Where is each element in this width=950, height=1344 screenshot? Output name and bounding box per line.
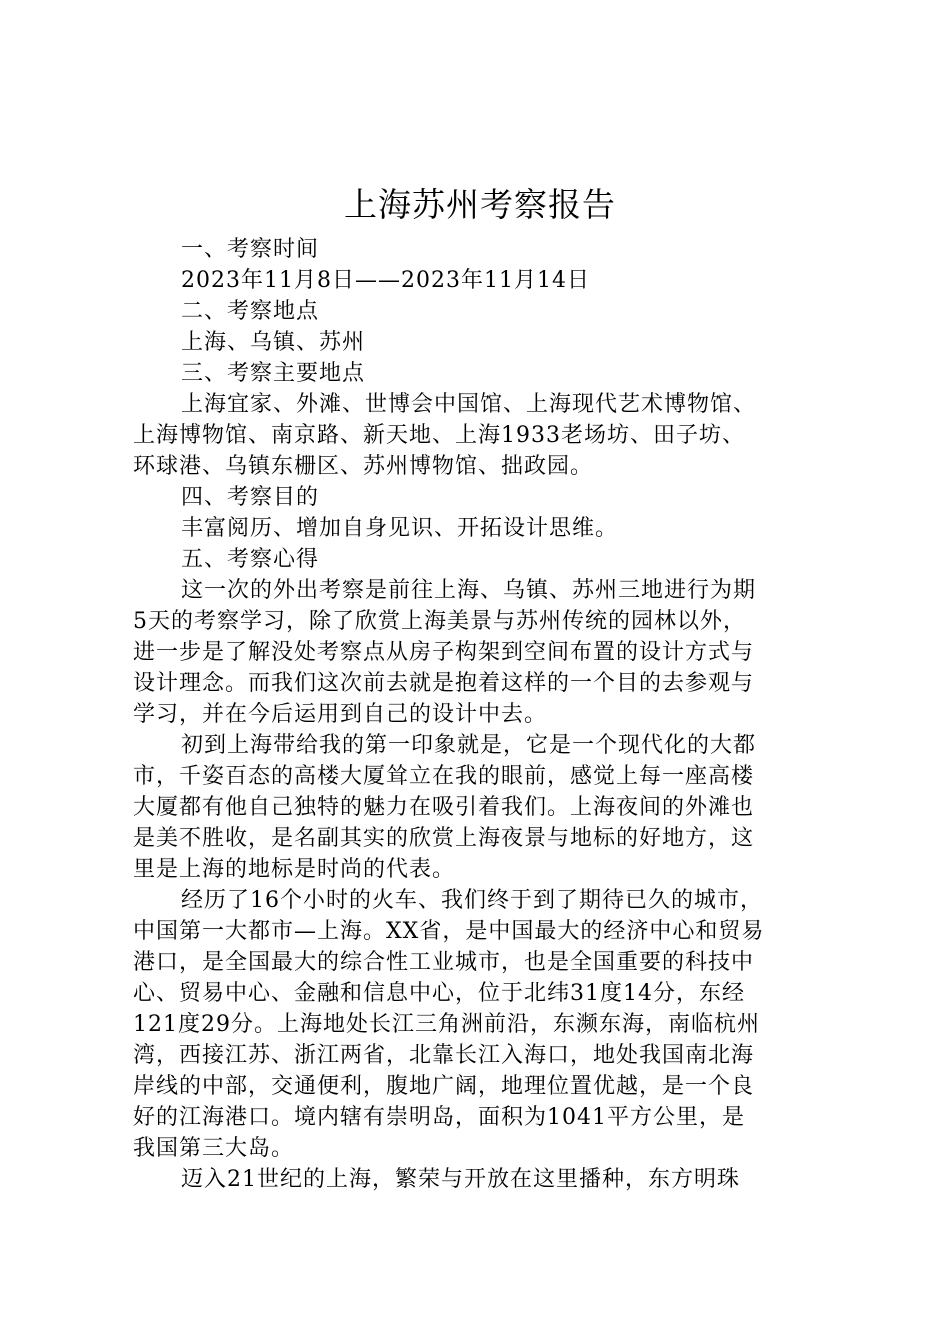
- text-line: 好的江海港口。境内辖有崇明岛，面积为1041平方公里，是: [133, 1105, 745, 1130]
- text-line: 初到上海带给我的第一印象就是，它是一个现代化的大都: [181, 733, 757, 758]
- text-line: 大厦都有他自己独特的魅力在吸引着我们。上海夜间的外滩也: [133, 795, 755, 820]
- text-line: 四、考察目的: [181, 485, 320, 510]
- text-line: 经历了16个小时的火车、我们终于到了期待已久的城市，: [181, 888, 763, 913]
- text-line: 三、考察主要地点: [181, 361, 366, 386]
- text-line: 这一次的外出考察是前往上海、乌镇、苏州三地进行为期: [181, 578, 757, 603]
- text-line: 丰富阅历、增加自身见识、开拓设计思维。: [181, 516, 619, 541]
- text-line: 121度29分。上海地处长江三角洲前沿，东濒东海，南临杭州: [133, 1012, 760, 1037]
- text-line: 是美不胜收，是名副其实的欣赏上海夜景与地标的好地方，这: [133, 826, 755, 851]
- text-line: 2023年11月8日——2023年11月14日: [181, 268, 590, 293]
- text-line: 上海博物馆、南京路、新天地、上海1933老场坊、田子坊、: [133, 423, 745, 448]
- text-line: 5天的考察学习，除了欣赏上海美景与苏州传统的园林以外，: [133, 609, 746, 634]
- text-line: 岸线的中部，交通便利，腹地广阔，地理位置优越，是一个良: [133, 1074, 755, 1099]
- text-line: 设计理念。而我们这次前去就是抱着这样的一个目的去参观与: [133, 671, 755, 696]
- text-line: 五、考察心得: [181, 547, 320, 572]
- text-line: 湾，西接江苏、浙江两省，北靠长江入海口，地处我国南北海: [133, 1043, 755, 1068]
- text-line: 环球港、乌镇东栅区、苏州博物馆、拙政园。: [133, 454, 594, 479]
- text-line: 学习，并在今后运用到自己的设计中去。: [133, 702, 548, 727]
- text-line: 港口，是全国最大的综合性工业城市，也是全国重要的科技中: [133, 950, 755, 975]
- text-line: 里是上海的地标是时尚的代表。: [133, 857, 456, 882]
- text-line: 进一步是了解没处考察点从房子构架到空间布置的设计方式与: [133, 640, 755, 665]
- text-line: 一、考察时间: [181, 237, 320, 262]
- text-line: 上海、乌镇、苏州: [181, 330, 366, 355]
- text-line: 中国第一大都市—上海。XX省，是中国最大的经济中心和贸易: [133, 919, 765, 944]
- document-title: 上海苏州考察报告: [344, 185, 616, 224]
- document-body: [133, 234, 833, 1195]
- text-line: 心、贸易中心、金融和信息中心，位于北纬31度14分，东经: [133, 981, 745, 1006]
- text-line: 上海宜家、外滩、世博会中国馆、上海现代艺术博物馆、: [181, 392, 757, 417]
- text-line: 二、考察地点: [181, 299, 320, 324]
- text-line: 市，千姿百态的高楼大厦耸立在我的眼前，感觉上每一座高楼: [133, 764, 755, 789]
- text-line: 迈入21世纪的上海，繁荣与开放在这里播种，东方明珠: [181, 1167, 740, 1192]
- text-line: 我国第三大岛。: [133, 1136, 295, 1161]
